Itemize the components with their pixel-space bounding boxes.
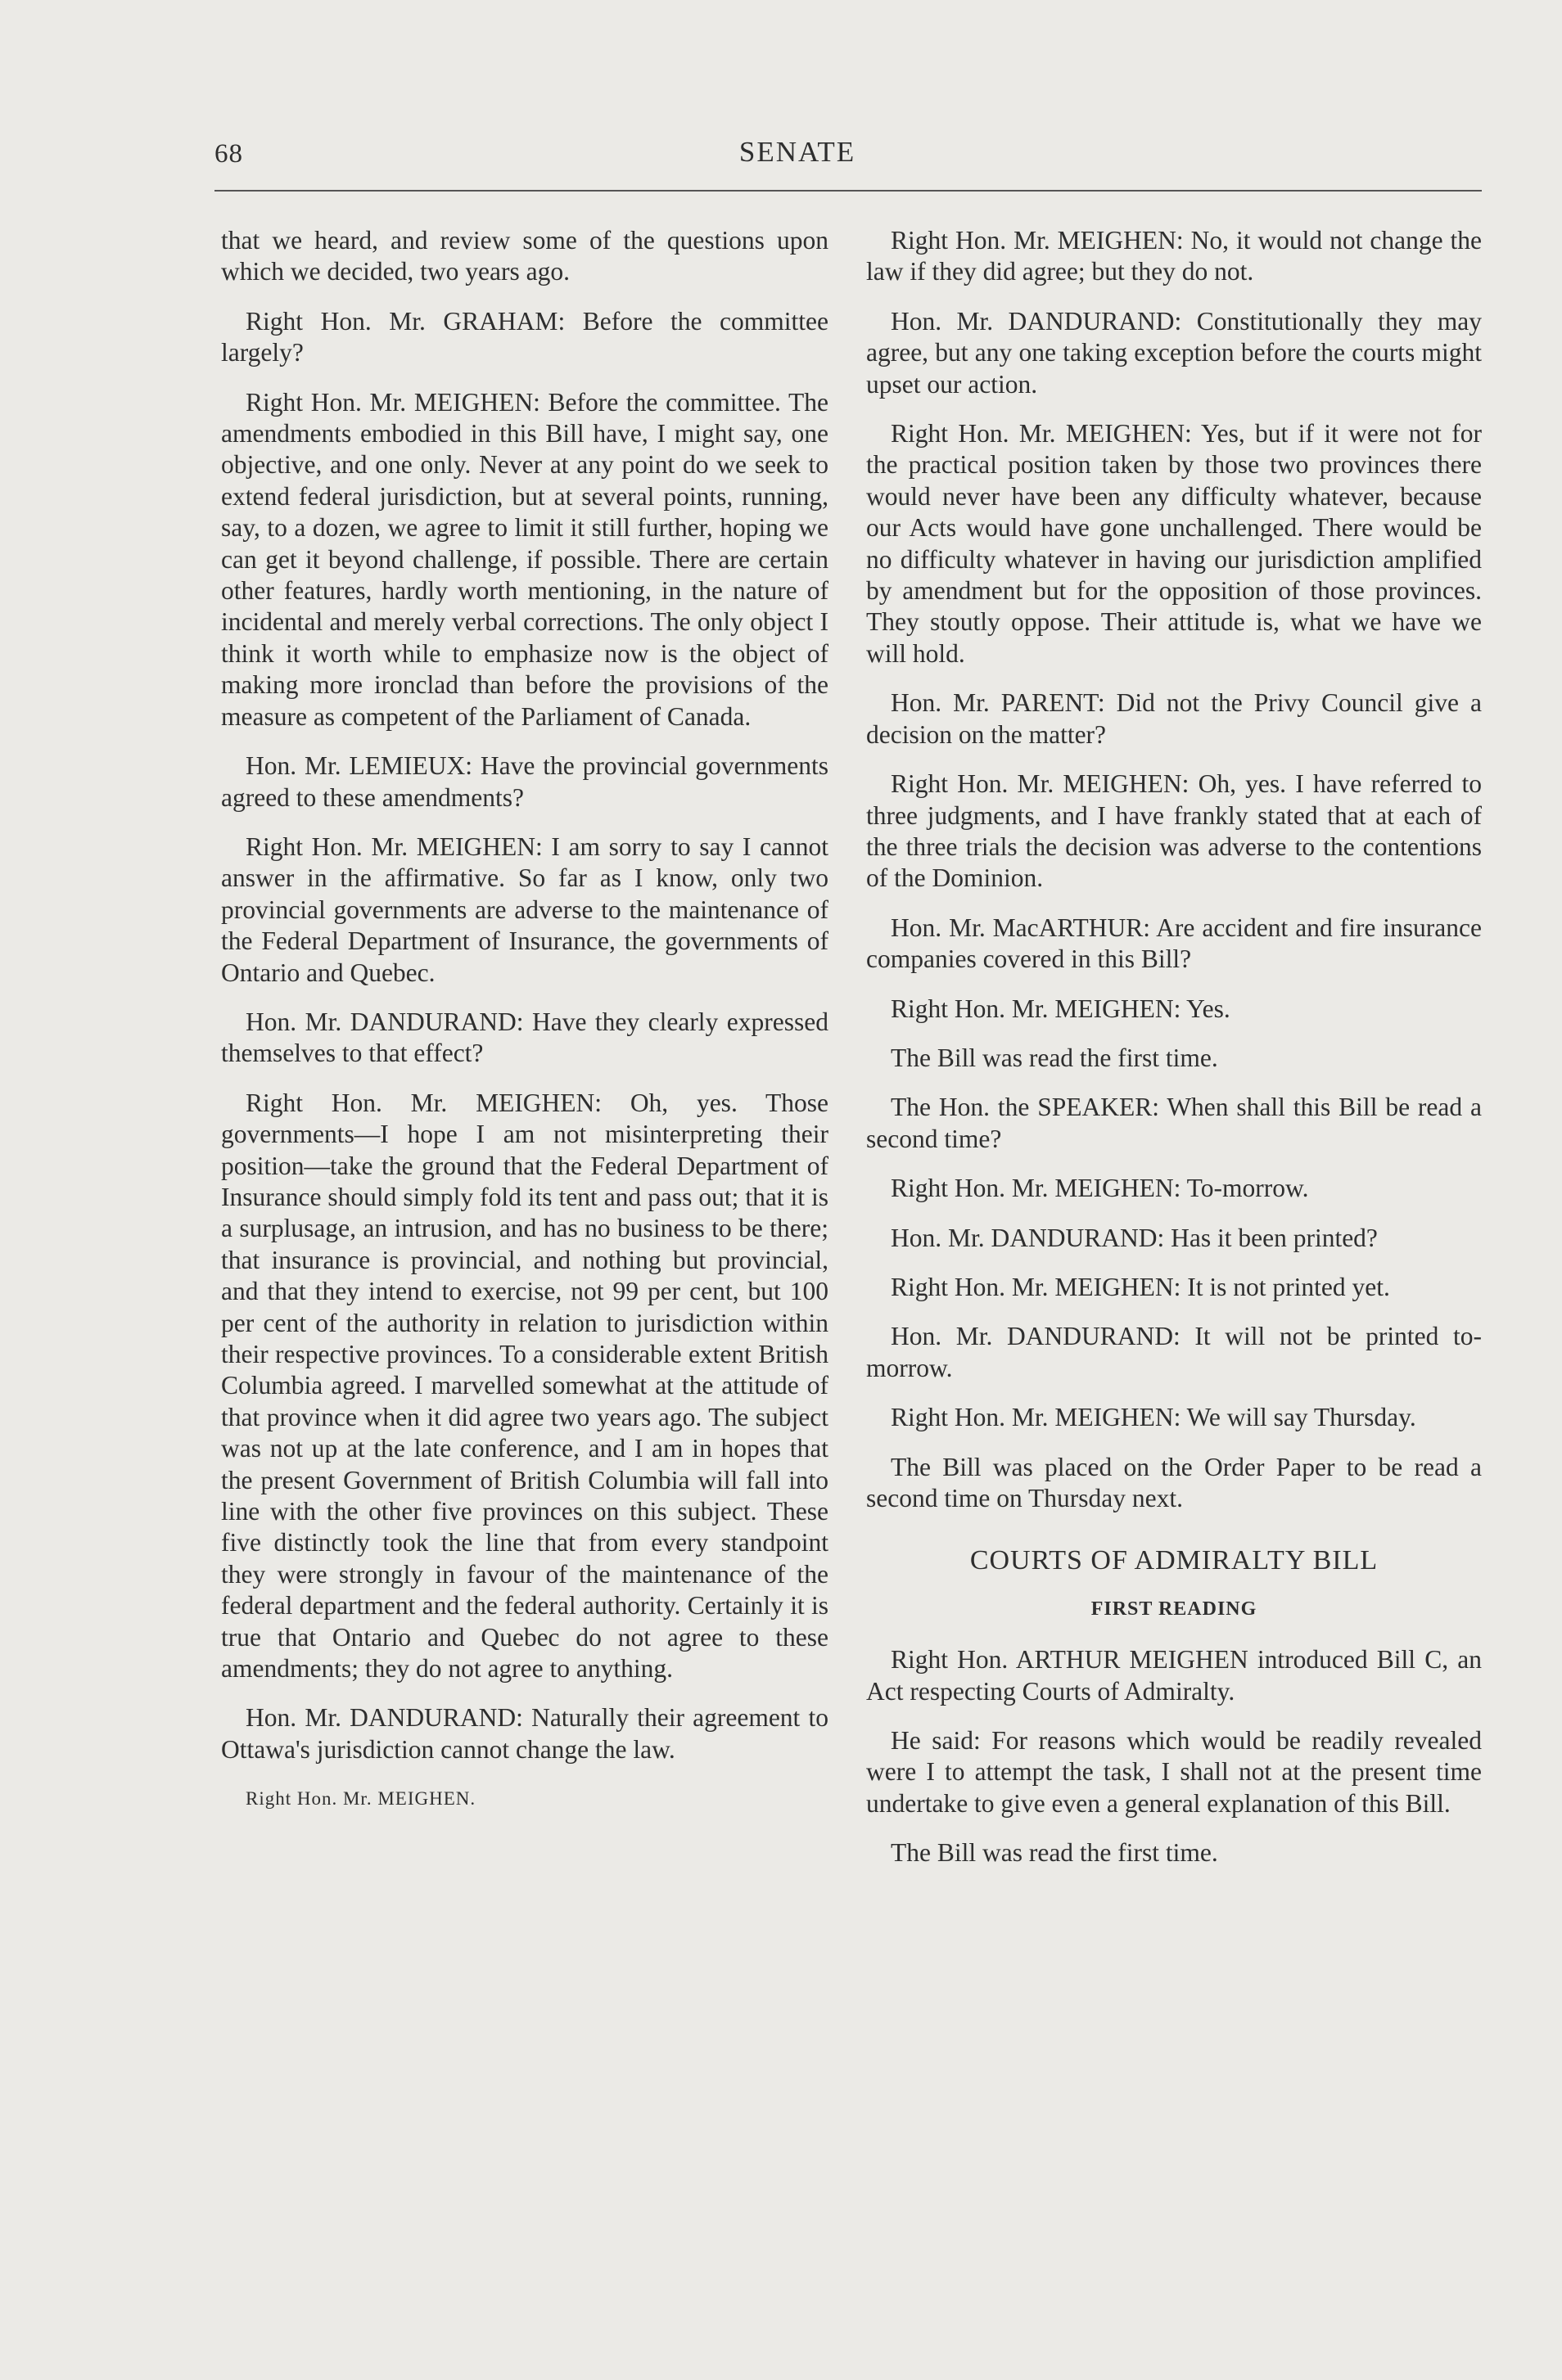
paragraph: The Bill was placed on the Order Paper to be read a second time on Thursday next. — [866, 1452, 1482, 1512]
paragraph: Right Hon. Mr. MEIGHEN: Yes. — [891, 994, 1230, 1023]
paragraph: Right Hon. Mr. MEIGHEN: Oh, yes. I have referred to three judgments, and I have frankly stated that at each of the three trials the decision was adverse to the contentions of the Dominion. — [866, 769, 1482, 893]
paragraph: Right Hon. Mr. GRAHAM: Before the committee largely? — [221, 306, 828, 367]
paragraph: Right Hon. Mr. MEIGHEN: Yes, but if it were not for the practical position taken by those two provinces there would never have been any difficulty whatever, because our Acts would have gone unchallenged. There would be no difficulty whatever in having our jurisdiction amplified by amendment but for the opposition of those provinces. They stoutly oppose. Their attitude is, what we have we will hold. — [866, 419, 1482, 668]
paragraph: Hon. Mr. DANDURAND: Has it been printed? — [891, 1223, 1378, 1252]
paragraph: Hon. Mr. DANDURAND: It will not be printed to-morrow. — [866, 1322, 1482, 1382]
paragraph: The Bill was read the first time. — [891, 1838, 1218, 1868]
paragraph: Right Hon. Mr. MEIGHEN: We will say Thursday. — [891, 1403, 1416, 1432]
paragraph: Hon. Mr. MacARTHUR: Are accident and fire insurance companies covered in this Bill? — [866, 913, 1482, 974]
paragraph: He said: For reasons which would be readily revealed were I to attempt the task, I shall not at the present time undertake to give even a general explanation of this Bill. — [866, 1726, 1482, 1818]
paragraph: The Bill was read the first time. — [891, 1043, 1218, 1072]
paragraph: that we heard, and review some of the questions upon which we decided, two years ago. — [221, 226, 828, 286]
left-column — [221, 225, 828, 1815]
paragraph: Right Hon. Mr. MEIGHEN: Before the committee. The amendments embodied in this Bill have, I might say, one objective, and one only. Never at any point do we seek to extend federal jurisdiction, but at several points, running, say, to a dozen, we agree to limit it still further, hoping we can get it beyond challenge, if possible. There are certain other features, hardly worth mentioning, in the nature of incidental and merely verbal corrections. The only object I think it worth while to emphasize now is the object of making more ironclad than before the provisions of the measure as competent of the Parliament of Canada. — [221, 387, 828, 731]
right-column — [866, 225, 1482, 1887]
footer-speaker-name: Right Hon. Mr. MEIGHEN. — [246, 1788, 476, 1810]
paragraph: Right Hon. ARTHUR MEIGHEN introduced Bill C, an Act respecting Courts of Admiralty. — [866, 1645, 1482, 1706]
paragraph: Hon. Mr. PARENT: Did not the Privy Council give a decision on the matter? — [866, 688, 1482, 749]
header-rule — [214, 190, 1482, 192]
section-subheading: FIRST READING — [1090, 1598, 1257, 1620]
page-number: 68 — [214, 139, 243, 169]
paragraph: Right Hon. Mr. MEIGHEN: I am sorry to say I cannot answer in the affirmative. So far as I know, only two provincial governments are adverse to the maintenance of the Federal Department of Insurance, the governments of Ontario and Quebec. — [221, 832, 828, 987]
paragraph: Right Hon. Mr. MEIGHEN: Oh, yes. Those governments—I hope I am not misinterpreting their position—take the ground that the Federal Department of Insurance should simply fold its tent and pass out; that it is a surplusage, an intrusion, and has no business to be there; that insurance is provincial, and nothing but provincial, and that they intend to exercise, not 99 per cent, but 100 per cent of the authority in relation to jurisdiction within their respective provinces. To a considerable extent British Columbia agreed. I marvelled somewhat at the attitude of that province when it did agree two years ago. The subject was not up at the late conference, and I am in hopes that the present Government of British Columbia will fall into line with the other five provinces on this subject. These five distinctly took the line that from every standpoint they were strongly in favour of the maintenance of the federal department and the federal authority. Certainly it is true that Ontario and Quebec do not agree to these amendments; they do not agree to anything. — [221, 1088, 828, 1684]
paragraph: Right Hon. Mr. MEIGHEN: It is not printed yet. — [891, 1272, 1390, 1301]
section-heading: COURTS OF ADMIRALTY BILL — [969, 1545, 1379, 1576]
paragraph: Hon. Mr. DANDURAND: Constitutionally they may agree, but any one taking exception before the courts might upset our action. — [866, 306, 1482, 399]
paragraph: Hon. Mr. LEMIEUX: Have the provincial governments agreed to these amendments? — [221, 751, 828, 812]
paragraph: Hon. Mr. DANDURAND: Have they clearly expressed themselves to that effect? — [221, 1007, 828, 1068]
paragraph: Hon. Mr. DANDURAND: Naturally their agreement to Ottawa's jurisdiction cannot change the law. — [221, 1703, 828, 1764]
paragraph: Right Hon. Mr. MEIGHEN: No, it would not change the law if they did agree; but they do not. — [866, 226, 1482, 286]
running-head: SENATE — [738, 136, 856, 168]
paragraph: Right Hon. Mr. MEIGHEN: To-morrow. — [891, 1174, 1309, 1203]
paragraph: The Hon. the SPEAKER: When shall this Bill be read a second time? — [866, 1093, 1482, 1153]
